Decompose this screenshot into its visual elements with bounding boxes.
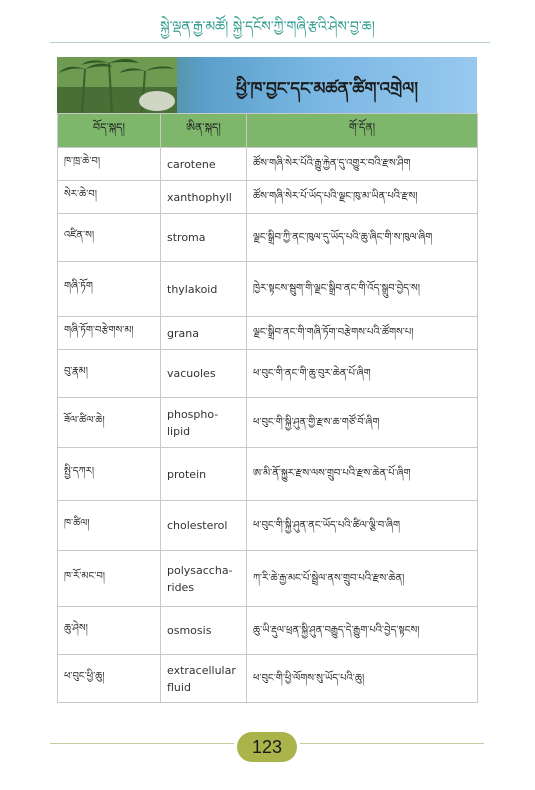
term-english: xanthophyll [161,181,247,214]
header-definition: གོ་དོན། [247,114,478,148]
term-definition: ཀ་རི་ཆེ་རྒྱ་མང་པོ་སྦྲེལ་ནས་གྲུབ་པའི་རྫས་ཆེན། [247,551,478,607]
term-english: thylakoid [161,262,247,317]
table-row [58,398,478,448]
table-header-row [58,114,478,148]
term-tibetan: ཁ་རོ་མང་བ། [58,551,161,607]
glossary-table [57,113,478,703]
term-english: grana [161,317,247,350]
section-banner [57,57,477,113]
term-english: cholesterol [161,501,247,551]
header-english: ཨིན་སྐད། [161,114,247,148]
table-row [58,501,478,551]
table-row [58,551,478,607]
term-definition: ཁྱེར་སྟངས་སྦུག་གི་ལྗང་སྒྲིབ་ནང་གི་འོད་སྒྲུབ་བྱེད་ས། [247,262,478,317]
section-title: ཕྱི་ཁ་བྱང་དང་མཚན་ཚིག་འགྲེལ། [236,79,418,99]
term-tibetan: ཁ་ཚིལ། [58,501,161,551]
term-english: extracellular fluid [161,655,247,703]
table-row [58,350,478,398]
term-english: phospho-lipid [161,398,247,448]
footer-divider-left [50,743,234,744]
term-english: osmosis [161,607,247,655]
term-english: protein [161,448,247,501]
term-tibetan: སེར་ཆེ་བ། [58,181,161,214]
page-header [0,0,535,48]
term-definition: ཕ་བུང་གི་སྐྱི་ཤུན་གྱི་རྫས་ཆ་གཙོ་བོ་ཞིག [247,398,478,448]
table-row [58,181,478,214]
term-tibetan: སྤྱི་དཀར། [58,448,161,501]
term-english: stroma [161,214,247,262]
table-row [58,317,478,350]
term-tibetan: འཛིན་ས། [58,214,161,262]
table-row [58,148,478,181]
term-definition: ལྗང་སྒྲིབ་ཀྱི་ནང་ཁུལ་དུ་ཡོད་པའི་ཆུ་ཞིང་གི་ས་ཁུལ་ཞིག [247,214,478,262]
term-tibetan: བུ་རྣམ། [58,350,161,398]
table-row [58,448,478,501]
palm-trees-image [57,57,177,113]
term-tibetan: ཕ་བུང་ཕྱི་ཆུ། [58,655,161,703]
term-definition: ཕ་བུང་གི་ནང་གི་ཆུ་བུར་ཆེན་པོ་ཞིག [247,350,478,398]
term-definition: ཚོས་གཞི་སེར་པོ་ཡོད་པའི་ལྗང་ཁུ་མ་ཡིན་པའི་རྫས། [247,181,478,214]
term-definition: ལྗང་སྒྲིབ་ནང་གི་གཞི་ཏོག་བརྩེགས་པའི་ཚོགས་པ། [247,317,478,350]
header-divider [50,42,490,43]
table-row [58,214,478,262]
term-tibetan: གཞི་ཏོག [58,262,161,317]
table-row [58,607,478,655]
term-definition: ཚོས་གཞི་སེར་པོའི་རྒྱུ་རྐྱེན་དུ་འགྱུར་བའི་རྫས་ཤིག [247,148,478,181]
term-definition: ཕ་བུང་གི་ཕྱི་ལོགས་སུ་ཡོད་པའི་ཆུ། [247,655,478,703]
term-tibetan: ཆུ་ཤེས། [58,607,161,655]
footer-divider-right [300,743,484,744]
table-row [58,262,478,317]
term-tibetan: ཟོལ་ཚིལ་ཆེ། [58,398,161,448]
term-english: polysaccha-rides [161,551,247,607]
term-english: vacuoles [161,350,247,398]
term-definition: ཨ་མི་ནོ་སྐྱུར་རྫས་ལས་གྲུབ་པའི་རྫས་ཆེན་པོ་ཞིག [247,448,478,501]
term-tibetan: ཁ་ཁྲ་ཆེ་བ། [58,148,161,181]
term-english: carotene [161,148,247,181]
page-number: 123 [237,732,297,762]
header-tibetan: བོད་སྐད། [58,114,161,148]
term-definition: ཕ་བུང་གི་སྐྱི་ཤུན་ནང་ཡོད་པའི་ཚིལ་ལྕི་བ་ཞིག [247,501,478,551]
term-tibetan: གཞི་ཏོག་བརྩེགས་མ། [58,317,161,350]
running-title: སྐྱེ་ལྡན་རྒྱ་མཚོ། སྐྱེ་དངོས་ཀྱི་གཞི་རྩའི་ཤེས་བྱ་ཆ། [160,19,375,35]
table-row [58,655,478,703]
term-definition: ཆུ་ཡི་རྡུལ་ཕྲན་སྐྱི་ཤུན་བརྒྱུད་དེ་རྒྱུག་པའི་བྱེད་སྟངས། [247,607,478,655]
